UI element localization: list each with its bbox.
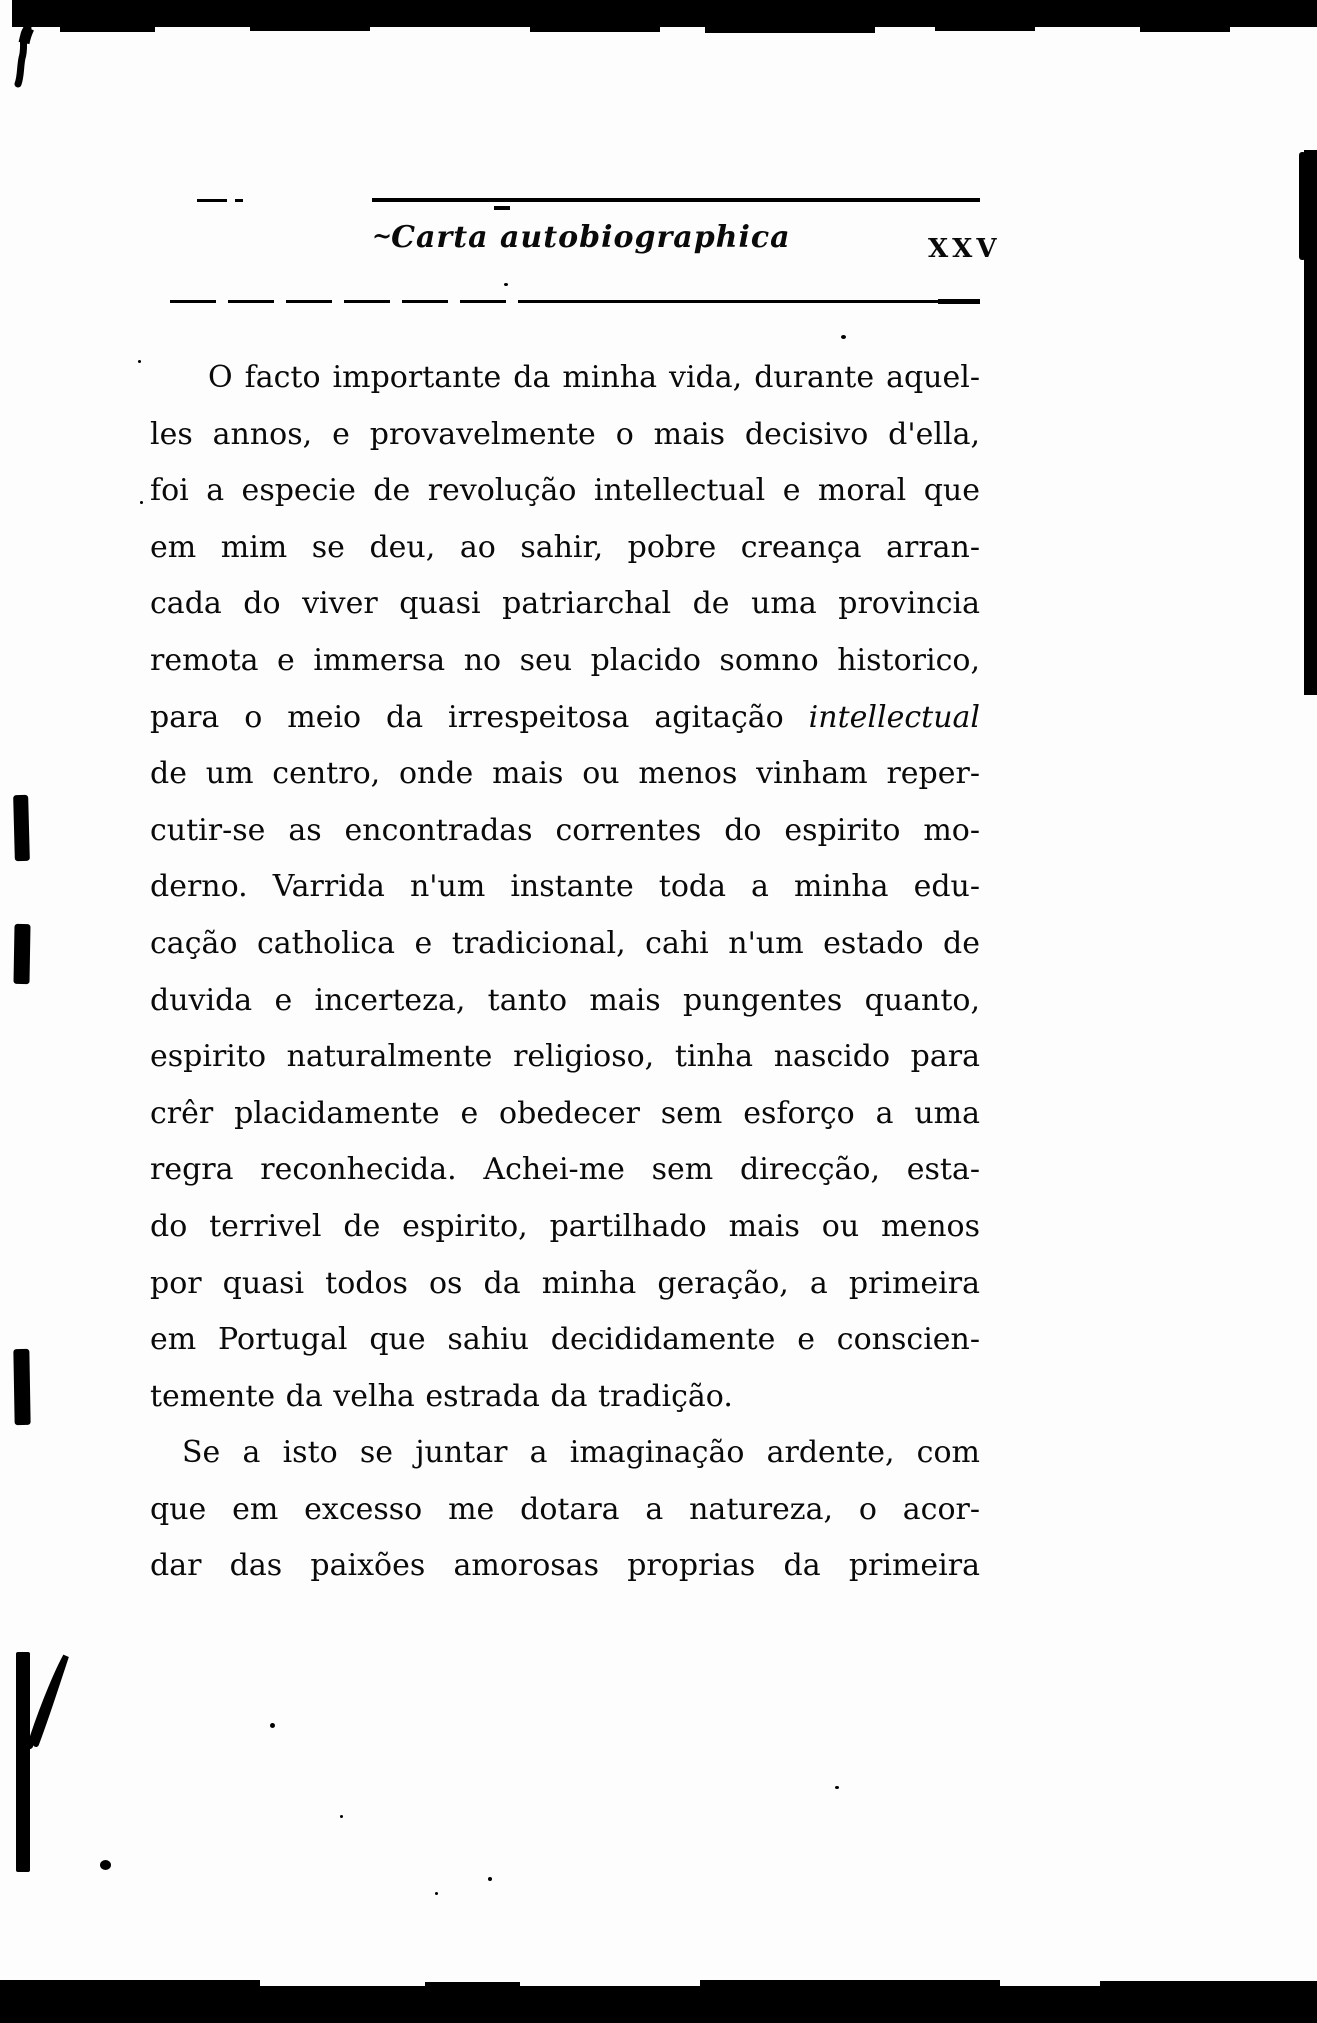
- scan-band-top-ragged-edge: [935, 27, 1035, 31]
- scan-band-top-ragged-edge: [250, 27, 370, 31]
- scan-band-bottom: [0, 1986, 1317, 2023]
- scan-band-top-ragged-edge: [1140, 27, 1230, 32]
- ink-squiggle-mark: [24, 1650, 76, 1760]
- ink-flourish: ~: [372, 221, 394, 250]
- text-line: cutir-se as encontradas correntes do espirito mo-: [150, 812, 980, 848]
- ink-blob-left: [13, 1349, 30, 1425]
- text-line: de um centro, onde mais ou menos vinham reper-: [150, 756, 980, 792]
- body-text: [150, 350, 980, 1595]
- scan-band-bottom-ragged-edge: [425, 1982, 520, 1988]
- running-title: [372, 220, 791, 255]
- ink-speck: [138, 360, 141, 363]
- header-rule-bottom-endcap: [938, 299, 980, 304]
- text-line: dar das paixões amorosas proprias da primeira: [150, 1548, 980, 1584]
- text-line: crêr placidamente e obedecer sem esforço a uma: [150, 1095, 980, 1131]
- ink-speck: [841, 335, 846, 339]
- text-line: les annos, e provavelmente o mais decisivo d'ella,: [150, 416, 980, 452]
- text-line: Se a isto se juntar a imaginação ardente, com: [182, 1435, 980, 1471]
- text-line: foi a especie de revolução intellectual e moral que: [150, 473, 980, 509]
- text-line: cação catholica e tradicional, cahi n'um estado de: [150, 925, 980, 961]
- text-line: que em excesso me dotara a natureza, o acor-: [150, 1491, 980, 1527]
- text-line: cada do viver quasi patriarchal de uma provincia: [150, 586, 980, 622]
- text-line: duvida e incerteza, tanto mais pungentes quanto,: [150, 982, 980, 1018]
- scan-gutter-bar-right-bump: [1299, 152, 1306, 260]
- text-line: espirito naturalmente religioso, tinha nascido para: [150, 1039, 980, 1075]
- scan-band-bottom-ragged-edge: [700, 1980, 1000, 1988]
- ink-speck: [270, 1723, 275, 1728]
- scan-band-top-ragged-edge: [530, 27, 660, 32]
- header-rule-bottom-dashes: [170, 300, 565, 303]
- text-line: em mim se deu, ao sahir, pobre creança arran-: [150, 529, 980, 565]
- running-title-text: Carta autobiographica: [391, 220, 791, 255]
- text-line: por quasi todos os da minha geração, a primeira: [150, 1265, 980, 1301]
- text-line: temente da velha estrada da tradição.: [150, 1378, 733, 1414]
- page-number-label: XXV: [928, 234, 1001, 264]
- ink-blob-left: [13, 924, 30, 984]
- ink-hook-mark: [12, 26, 42, 88]
- scan-band-top-ragged-edge: [705, 27, 875, 33]
- ink-speck: [140, 501, 143, 504]
- scan-band-top-ragged-edge: [60, 27, 155, 32]
- header-rule-top-dashes: [197, 199, 243, 202]
- ink-tick-mark: [494, 206, 510, 210]
- header-rule-bottom: [558, 300, 980, 303]
- ink-blob-left: [13, 795, 30, 861]
- scan-band-bottom-ragged-edge: [1100, 1981, 1317, 1988]
- ink-speck: [504, 283, 508, 286]
- text-line: derno. Varrida n'um instante toda a minha edu-: [150, 869, 980, 905]
- text-segment: para o meio da irrespeitosa agitação: [150, 699, 809, 735]
- ink-speck: [340, 1815, 343, 1818]
- text-segment-italic: intellectual: [808, 699, 980, 735]
- scan-band-top: [12, 0, 1317, 27]
- scan-band-bottom-ragged-edge: [0, 1980, 260, 1988]
- header-rule-top: [372, 198, 980, 202]
- text-line: regra reconhecida. Achei-me sem direcção, esta-: [150, 1152, 980, 1188]
- text-line: remota e immersa no seu placido somno historico,: [150, 642, 980, 678]
- ink-speck: [835, 1786, 839, 1789]
- ink-speck: [435, 1892, 438, 1895]
- text-line: em Portugal que sahiu decididamente e conscien-: [150, 1322, 980, 1358]
- ink-speck: [488, 1877, 492, 1881]
- text-line: do terrivel de espirito, partilhado mais ou menos: [150, 1208, 980, 1244]
- text-line: O facto importante da minha vida, durante aquel-: [208, 360, 980, 395]
- text-line: [150, 690, 980, 747]
- ink-dot: [100, 1860, 111, 1870]
